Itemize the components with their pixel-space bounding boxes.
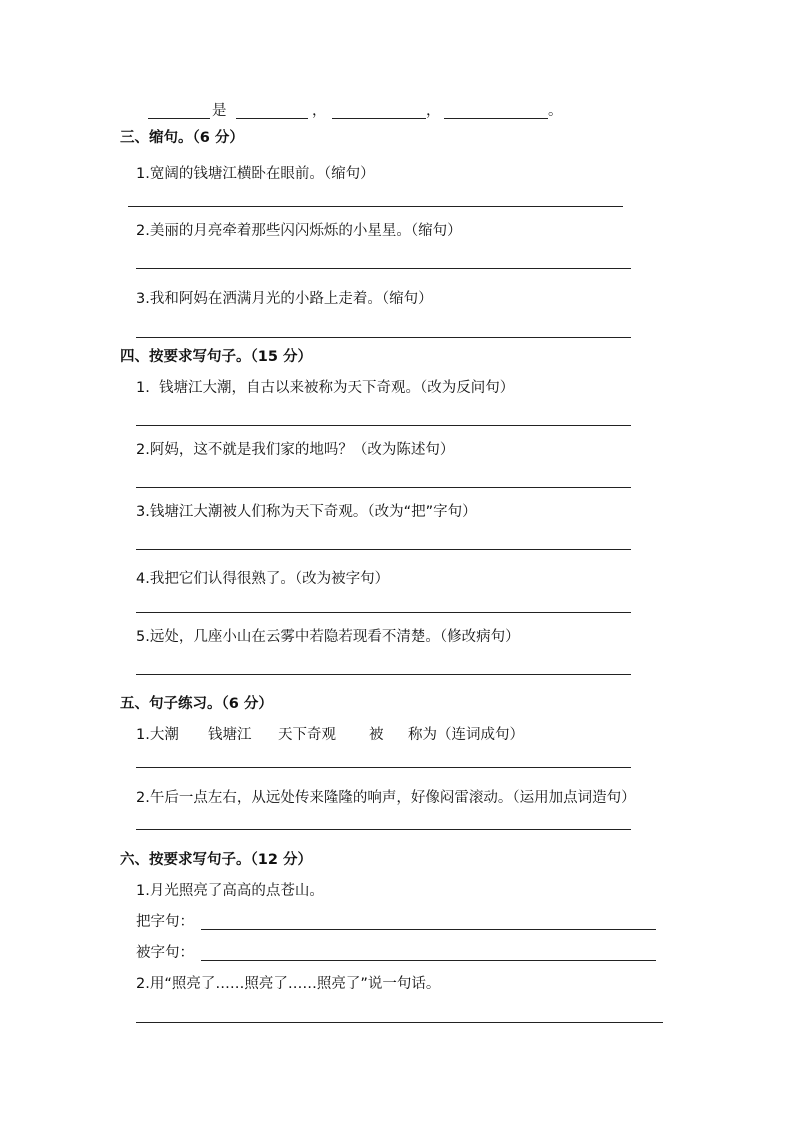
top-line-comma: ， <box>426 103 441 119</box>
top-line-comma: ， <box>312 103 327 119</box>
blank-line[interactable] <box>148 118 210 119</box>
answer-line[interactable] <box>136 612 631 613</box>
blank-line[interactable] <box>332 118 426 119</box>
top-line-shi: 是 <box>212 103 227 119</box>
blank-line[interactable] <box>444 118 548 119</box>
question-3-1: 1.宽阔的钱塘江横卧在眼前。（缩句） <box>136 166 375 182</box>
bei-sentence-label: 被字句： <box>136 945 194 961</box>
question-4-2: 2.阿妈，这不就是我们家的地吗？（改为陈述句） <box>136 442 455 458</box>
question-4-5: 5.远处，几座小山在云雾中若隐若现看不清楚。（修改病句） <box>136 629 520 645</box>
question-6-2: 2.用“照亮了……照亮了……照亮了”说一句话。 <box>136 976 441 992</box>
question-4-1: 1. 钱塘江大潮，自古以来被称为天下奇观。（改为反问句） <box>136 380 515 396</box>
question-6-1: 1.月光照亮了高高的点苍山。 <box>136 883 324 899</box>
answer-line[interactable] <box>136 268 631 269</box>
answer-line[interactable] <box>136 829 631 830</box>
ba-sentence-answer-line[interactable] <box>201 929 656 930</box>
answer-line[interactable] <box>128 206 623 207</box>
question-3-2: 2.美丽的月亮牵着那些闪闪烁烁的小星星。（缩句） <box>136 223 462 239</box>
section-5-title: 五、句子练习。（6 分） <box>120 696 273 712</box>
word-item: 天下奇观 <box>278 727 336 743</box>
blank-line[interactable] <box>236 118 308 119</box>
question-4-4: 4.我把它们认得很熟了。（改为被字句） <box>136 571 390 587</box>
question-3-3: 3.我和阿妈在洒满月光的小路上走着。（缩句） <box>136 291 433 307</box>
answer-line[interactable] <box>136 337 631 338</box>
section-3-title: 三、缩句。（6 分） <box>120 130 244 146</box>
word-item: 被 <box>369 727 384 743</box>
bei-sentence-answer-line[interactable] <box>201 960 656 961</box>
question-4-3: 3.钱塘江大潮被人们称为天下奇观。（改为“把”字句） <box>136 504 477 520</box>
section-4-title: 四、按要求写句子。（15 分） <box>120 349 312 365</box>
ba-sentence-label: 把字句： <box>136 914 194 930</box>
question-5-2: 2.午后一点左右，从远处传来隆隆的响声，好像闷雷滚动。（运用加点词造句） <box>136 790 636 806</box>
section-6-title: 六、按要求写句子。（12 分） <box>120 852 312 868</box>
answer-line[interactable] <box>136 767 631 768</box>
word-item: 称为（连词成句） <box>408 727 524 743</box>
top-line-period: 。 <box>548 103 563 119</box>
answer-line[interactable] <box>136 1022 663 1023</box>
answer-line[interactable] <box>136 549 631 550</box>
answer-line[interactable] <box>136 487 631 488</box>
answer-line[interactable] <box>136 674 631 675</box>
word-item: 1.大潮 <box>136 727 179 743</box>
word-item: 钱塘江 <box>208 727 252 743</box>
answer-line[interactable] <box>136 425 631 426</box>
